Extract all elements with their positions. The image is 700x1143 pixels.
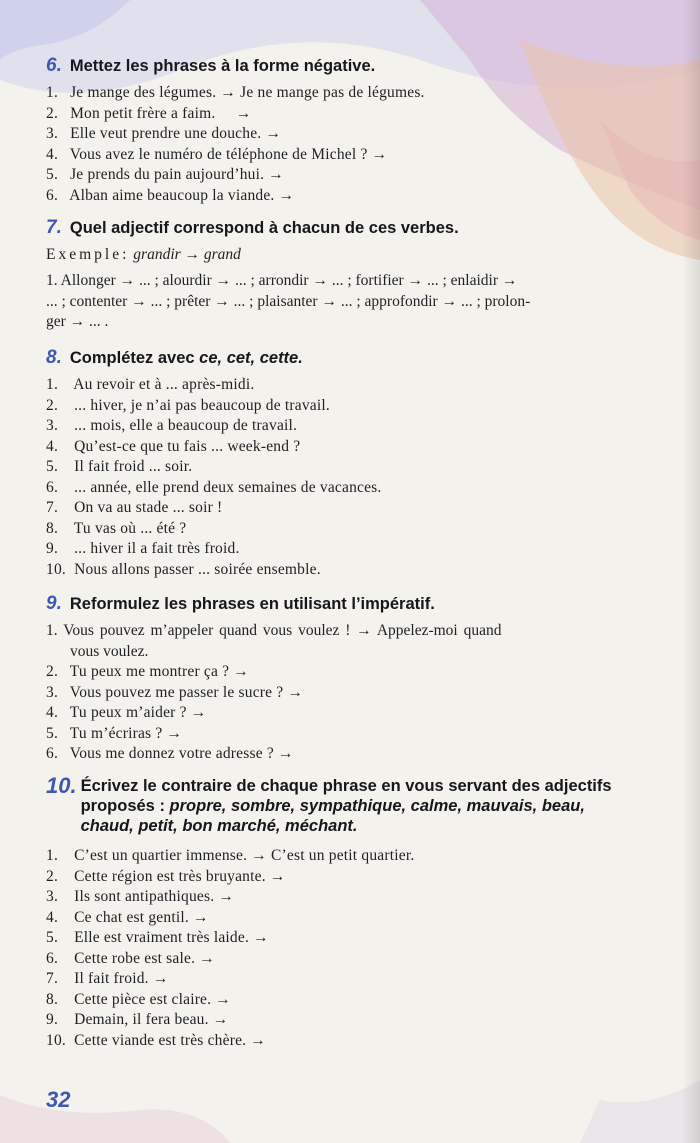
list-item: 5. Il fait froid ... soir.	[46, 458, 193, 475]
list-item: 2. Mon petit frère a faim. →	[46, 104, 252, 122]
exercise-7-number: 7.	[46, 217, 62, 238]
exercise-6-title: 6. Mettez les phrases à la forme négative.	[46, 55, 376, 76]
list-item: 10. Nous allons passer ... soirée ensemble.	[46, 560, 321, 578]
list-item: 4. Qu’est-ce que tu fais ... week-end ?	[46, 437, 301, 455]
exercise-8	[46, 348, 700, 580]
list-item: 2. ... hiver, je n’ai pas beaucoup de travail.	[46, 396, 330, 414]
list-item: 6. Alban aime beaucoup la viande. →	[46, 186, 295, 204]
page-edge-shadow	[682, 0, 700, 1143]
page-number: 32	[46, 1087, 71, 1112]
exercise-10-title: 10. Écrivez le contraire de chaque phrase en vous servant des adjectifs proposés : propre, sombre, sympathique, calme, mauvais, beau, chaud, petit, bon marché, méchant.	[46, 773, 612, 835]
list-item: 2. Tu peux me montrer ça ? →	[46, 663, 249, 680]
list-item: 3. Ils sont antipathiques. →	[46, 888, 235, 905]
text-line: 1. Vous pouvez m’appeler quand vous voulez ! → Appelez-moi quand	[46, 622, 502, 639]
list-item: 4. Tu peux m’aider ? →	[46, 704, 207, 721]
list-item: 5. Je prends du pain aujourd’hui. →	[46, 166, 284, 183]
text-line: ... ; contenter → ... ; prêter → ... ; plaisanter → ... ; approfondir → ... ; prolon-	[46, 292, 531, 310]
list-item: 6. ... année, elle prend deux semaines de vacances.	[46, 478, 382, 496]
text-line: 1. Allonger → ... ; alourdir → ... ; arrondir → ... ; fortifier → ... ; enlaidir →	[46, 272, 518, 289]
exercise-9-item-1	[46, 621, 700, 662]
exercise-7-title: 7. Quel adjectif correspond à chacun de ces verbes.	[46, 217, 459, 238]
exercise-10-list	[46, 846, 700, 1051]
text-line: ger → ... .	[46, 313, 109, 330]
list-item: 4. Vous avez le numéro de téléphone de Michel ? →	[46, 145, 388, 163]
exercise-8-number: 8.	[46, 347, 62, 368]
exercise-6-list	[46, 83, 700, 206]
exercise-9-title: 9. Reformulez les phrases en utilisant l’impératif.	[46, 593, 435, 614]
list-item: 6. Vous me donnez votre adresse ? →	[46, 745, 294, 762]
exercise-7	[46, 218, 700, 333]
list-item: 5. Elle est vraiment très laide. →	[46, 929, 269, 946]
exercise-10	[46, 773, 700, 1051]
list-item: 7. Il fait froid. →	[46, 970, 169, 987]
exercise-8-list	[46, 375, 700, 580]
list-item: 7. On va au stade ... soir !	[46, 499, 223, 516]
list-item: 3. ... mois, elle a beaucoup de travail.	[46, 417, 298, 434]
list-item: 6. Cette robe est sale. →	[46, 949, 215, 967]
text-line: vous voulez.	[70, 642, 149, 660]
exercise-9-number: 9.	[46, 593, 62, 614]
list-item: 1. C’est un quartier immense. → C’est un petit quartier.	[46, 847, 415, 864]
exercise-7-text	[46, 271, 700, 333]
exercise-8-title: 8. Complétez avec ce, cet, cette.	[46, 347, 303, 368]
exercise-6	[46, 56, 700, 206]
exercise-10-number: 10.	[46, 773, 77, 798]
list-item: 3. Elle veut prendre une douche. →	[46, 125, 282, 142]
exercise-9	[46, 594, 700, 765]
list-item: 9. ... hiver il a fait très froid.	[46, 540, 240, 557]
list-item: 5. Tu m’écriras ? →	[46, 724, 183, 742]
list-item: 2. Cette région est très bruyante. →	[46, 867, 286, 885]
list-item: 1. Je mange des légumes. → Je ne mange pas de légumes.	[46, 84, 425, 101]
exercise-6-number: 6.	[46, 55, 62, 76]
list-item: 10. Cette viande est très chère. →	[46, 1031, 267, 1049]
list-item: 8. Tu vas où ... été ?	[46, 519, 187, 537]
exercise-7-example: Exemple: grandir → grand	[46, 246, 241, 263]
list-item: 1. Au revoir et à ... après-midi.	[46, 376, 255, 393]
list-item: 3. Vous pouvez me passer le sucre ? →	[46, 683, 304, 701]
list-item: 9. Demain, il fera beau. →	[46, 1011, 229, 1028]
list-item: 8. Cette pièce est claire. →	[46, 990, 231, 1008]
exercise-9-list	[46, 662, 700, 765]
list-item: 4. Ce chat est gentil. →	[46, 908, 209, 926]
